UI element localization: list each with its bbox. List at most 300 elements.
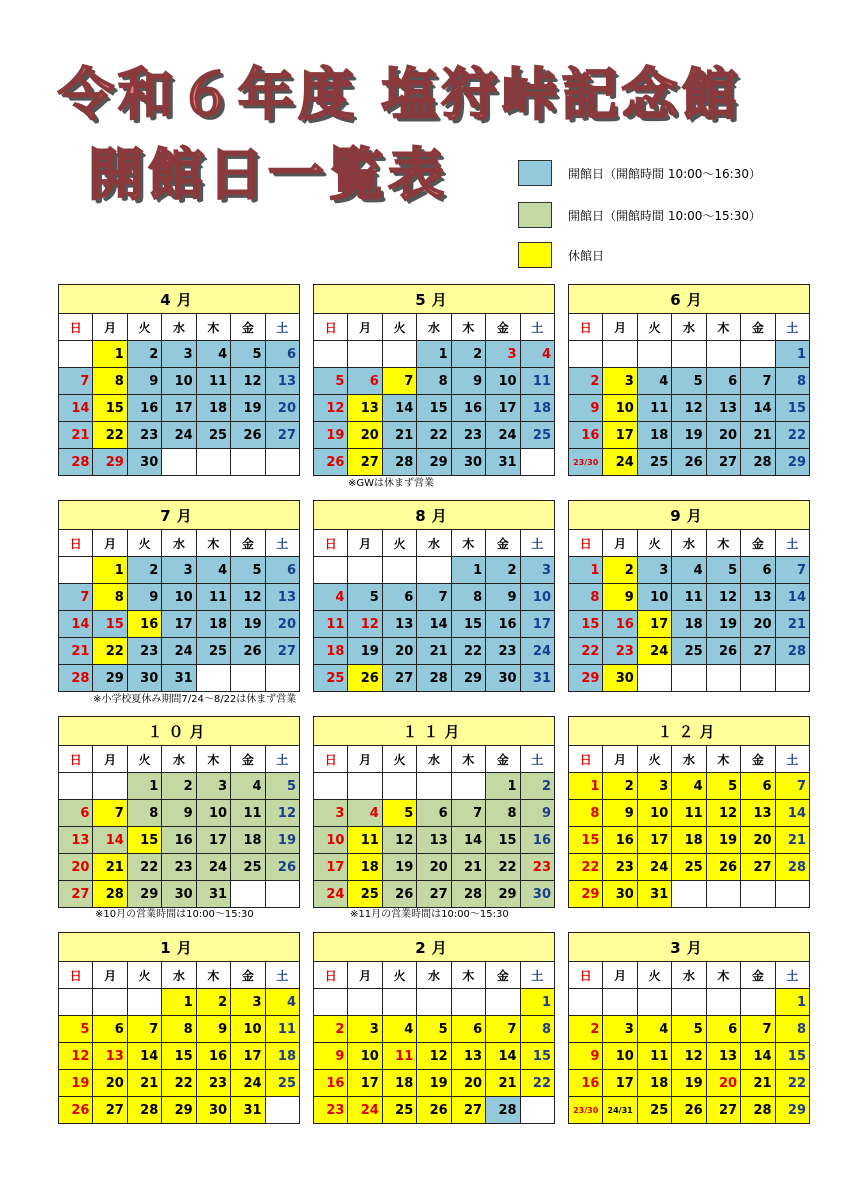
day-cell: 12 <box>231 368 265 395</box>
empty-cell <box>706 989 740 1016</box>
day-cell: 17 <box>162 611 196 638</box>
day-cell: 8 <box>93 368 127 395</box>
day-cell: 16 <box>162 827 196 854</box>
day-cell: 8 <box>93 584 127 611</box>
day-cell: 26 <box>672 1097 706 1124</box>
day-cell: 15 <box>93 611 127 638</box>
day-cell: 19 <box>672 1070 706 1097</box>
day-cell: 16 <box>196 1043 230 1070</box>
day-cell: 1 <box>451 557 485 584</box>
day-cell: 13 <box>451 1043 485 1070</box>
day-cell: 4 <box>520 341 554 368</box>
day-cell: 8 <box>162 1016 196 1043</box>
weekday-label: 金 <box>741 530 775 557</box>
day-cell: 5 <box>672 368 706 395</box>
month-header: 8月 <box>314 501 555 530</box>
day-cell: 18 <box>348 854 382 881</box>
weekday-label: 月 <box>93 746 127 773</box>
day-cell: 4 <box>231 773 265 800</box>
day-cell: 5 <box>706 773 740 800</box>
empty-cell <box>265 449 299 476</box>
month-calendar <box>568 500 810 692</box>
empty-cell <box>265 881 299 908</box>
day-cell: 3 <box>348 1016 382 1043</box>
day-cell: 8 <box>520 1016 554 1043</box>
day-cell: 20 <box>265 611 299 638</box>
weekday-label: 土 <box>775 746 809 773</box>
day-cell: 22 <box>451 638 485 665</box>
day-cell: 4 <box>672 773 706 800</box>
day-cell: 24 <box>231 1070 265 1097</box>
day-cell: 19 <box>231 611 265 638</box>
day-cell: 7 <box>127 1016 161 1043</box>
weekday-label: 金 <box>486 746 520 773</box>
day-cell: 24 <box>637 854 671 881</box>
empty-cell <box>382 557 416 584</box>
weekday-label: 金 <box>741 962 775 989</box>
day-cell: 30 <box>196 1097 230 1124</box>
month-header: 3月 <box>569 933 810 962</box>
weekday-label: 水 <box>162 314 196 341</box>
day-cell: 6 <box>741 773 775 800</box>
day-cell: 2 <box>569 368 603 395</box>
weekday-label: 木 <box>451 530 485 557</box>
day-cell: 14 <box>93 827 127 854</box>
day-cell: 27 <box>265 422 299 449</box>
day-cell: 26 <box>314 449 348 476</box>
weekday-label: 木 <box>706 962 740 989</box>
day-cell: 20 <box>706 422 740 449</box>
day-cell: 22 <box>775 1070 809 1097</box>
day-cell: 3 <box>520 557 554 584</box>
weekday-label: 土 <box>775 962 809 989</box>
weekday-label: 水 <box>417 962 451 989</box>
day-cell: 6 <box>348 368 382 395</box>
day-cell: 1 <box>417 341 451 368</box>
day-cell: 10 <box>162 368 196 395</box>
weekday-label: 土 <box>520 962 554 989</box>
month-header: 9月 <box>569 501 810 530</box>
day-cell: 22 <box>569 854 603 881</box>
day-cell: 18 <box>231 827 265 854</box>
month-header: 5月 <box>314 285 555 314</box>
day-cell: 26 <box>348 665 382 692</box>
day-cell: 26 <box>382 881 416 908</box>
day-cell: 19 <box>672 422 706 449</box>
day-cell: 14 <box>382 395 416 422</box>
month-header: １０月 <box>59 717 300 746</box>
day-cell: 28 <box>382 449 416 476</box>
day-cell: 9 <box>196 1016 230 1043</box>
empty-cell <box>706 665 740 692</box>
day-cell: 25 <box>196 638 230 665</box>
day-cell: 2 <box>569 1016 603 1043</box>
day-cell: 27 <box>265 638 299 665</box>
day-cell: 3 <box>486 341 520 368</box>
day-cell: 24 <box>162 422 196 449</box>
day-cell: 3 <box>637 557 671 584</box>
day-cell: 25 <box>348 881 382 908</box>
note-may: ※GWは休まず営業 <box>348 478 435 489</box>
empty-cell <box>672 665 706 692</box>
day-cell: 4 <box>314 584 348 611</box>
month-header: 4月 <box>59 285 300 314</box>
weekday-label: 火 <box>382 530 416 557</box>
day-cell: 27 <box>706 449 740 476</box>
day-cell: 9 <box>520 800 554 827</box>
weekday-label: 月 <box>603 962 637 989</box>
day-cell: 20 <box>741 827 775 854</box>
day-cell: 21 <box>93 854 127 881</box>
day-cell: 25 <box>637 1097 671 1124</box>
day-cell: 28 <box>741 449 775 476</box>
day-cell: 6 <box>451 1016 485 1043</box>
day-cell: 15 <box>775 395 809 422</box>
month-calendar <box>568 932 810 1124</box>
weekday-label: 木 <box>196 746 230 773</box>
weekday-label: 金 <box>741 314 775 341</box>
day-cell: 11 <box>672 800 706 827</box>
day-cell: 6 <box>706 368 740 395</box>
day-cell: 26 <box>417 1097 451 1124</box>
day-cell: 20 <box>348 422 382 449</box>
month-header: 1月 <box>59 933 300 962</box>
month-calendar <box>58 932 300 1124</box>
weekday-label: 日 <box>314 962 348 989</box>
day-cell: 30 <box>520 881 554 908</box>
day-cell: 18 <box>637 422 671 449</box>
day-cell: 25 <box>672 638 706 665</box>
empty-cell <box>451 989 485 1016</box>
day-cell: 21 <box>486 1070 520 1097</box>
day-cell: 18 <box>520 395 554 422</box>
empty-cell <box>672 989 706 1016</box>
day-cell: 27 <box>93 1097 127 1124</box>
day-cell: 30 <box>603 665 637 692</box>
empty-cell <box>382 773 416 800</box>
day-cell: 6 <box>741 557 775 584</box>
day-cell: 22 <box>162 1070 196 1097</box>
day-cell: 5 <box>231 557 265 584</box>
day-cell: 23 <box>127 422 161 449</box>
day-cell: 2 <box>451 341 485 368</box>
day-cell: 3 <box>603 1016 637 1043</box>
day-cell: 21 <box>775 611 809 638</box>
empty-cell <box>706 341 740 368</box>
day-cell: 24 <box>314 881 348 908</box>
day-cell: 16 <box>569 1070 603 1097</box>
empty-cell <box>314 341 348 368</box>
day-cell: 23 <box>520 854 554 881</box>
day-cell: 24 <box>162 638 196 665</box>
day-cell: 24 <box>603 449 637 476</box>
day-cell: 11 <box>672 584 706 611</box>
day-cell: 15 <box>486 827 520 854</box>
empty-cell <box>231 449 265 476</box>
day-cell: 15 <box>775 1043 809 1070</box>
day-cell: 19 <box>417 1070 451 1097</box>
empty-cell <box>603 989 637 1016</box>
day-cell: 13 <box>59 827 93 854</box>
day-cell: 11 <box>382 1043 416 1070</box>
day-cell: 20 <box>59 854 93 881</box>
day-cell: 10 <box>162 584 196 611</box>
legend-swatch-blue <box>518 160 552 186</box>
day-cell: 13 <box>417 827 451 854</box>
weekday-label: 火 <box>637 746 671 773</box>
day-cell: 28 <box>417 665 451 692</box>
empty-cell <box>520 449 554 476</box>
month-header: １２月 <box>569 717 810 746</box>
day-cell: 8 <box>775 1016 809 1043</box>
empty-cell <box>417 989 451 1016</box>
day-cell: 9 <box>486 584 520 611</box>
weekday-label: 水 <box>672 314 706 341</box>
empty-cell <box>265 1097 299 1124</box>
empty-cell <box>775 881 809 908</box>
day-cell: 25 <box>265 1070 299 1097</box>
note-oct: ※10月の営業時間は10:00～15:30 <box>95 909 254 920</box>
day-cell: 5 <box>231 341 265 368</box>
day-cell: 1 <box>93 341 127 368</box>
weekday-label: 日 <box>314 746 348 773</box>
weekday-label: 月 <box>603 530 637 557</box>
empty-cell <box>741 989 775 1016</box>
day-cell: 7 <box>775 773 809 800</box>
month-calendar <box>58 500 300 692</box>
day-cell: 18 <box>265 1043 299 1070</box>
empty-cell <box>672 881 706 908</box>
day-cell: 4 <box>265 989 299 1016</box>
empty-cell <box>59 341 93 368</box>
day-cell: 17 <box>348 1070 382 1097</box>
day-cell: 11 <box>265 1016 299 1043</box>
day-cell: 29 <box>486 881 520 908</box>
day-cell: 20 <box>417 854 451 881</box>
weekday-label: 火 <box>637 530 671 557</box>
day-cell: 24/31 <box>603 1097 637 1124</box>
day-cell: 30 <box>127 449 161 476</box>
legend-item-open-1630 <box>518 160 818 188</box>
weekday-label: 日 <box>569 314 603 341</box>
day-cell: 17 <box>196 827 230 854</box>
day-cell: 6 <box>417 800 451 827</box>
day-cell: 1 <box>486 773 520 800</box>
day-cell: 9 <box>603 800 637 827</box>
weekday-label: 水 <box>417 314 451 341</box>
weekday-label: 火 <box>382 746 416 773</box>
empty-cell <box>706 881 740 908</box>
empty-cell <box>637 665 671 692</box>
day-cell: 8 <box>569 584 603 611</box>
weekday-label: 金 <box>486 530 520 557</box>
day-cell: 12 <box>314 395 348 422</box>
day-cell: 16 <box>451 395 485 422</box>
weekday-label: 木 <box>451 746 485 773</box>
legend-label: 開館日（開館時間 10:00～15:30） <box>568 209 761 223</box>
day-cell: 4 <box>637 1016 671 1043</box>
title-line-1: 令和６年度 塩狩峠記念館 <box>58 63 742 128</box>
day-cell: 21 <box>59 422 93 449</box>
weekday-label: 日 <box>59 746 93 773</box>
day-cell: 1 <box>93 557 127 584</box>
day-cell: 29 <box>93 449 127 476</box>
day-cell: 11 <box>196 368 230 395</box>
legend-label: 休館日 <box>568 249 605 263</box>
empty-cell <box>162 449 196 476</box>
weekday-label: 月 <box>93 962 127 989</box>
weekday-label: 日 <box>314 314 348 341</box>
day-cell: 3 <box>314 800 348 827</box>
day-cell: 29 <box>417 449 451 476</box>
day-cell: 27 <box>451 1097 485 1124</box>
empty-cell <box>127 989 161 1016</box>
day-cell: 2 <box>520 773 554 800</box>
day-cell: 23 <box>196 1070 230 1097</box>
day-cell: 17 <box>637 827 671 854</box>
empty-cell <box>520 1097 554 1124</box>
day-cell: 28 <box>59 665 93 692</box>
day-cell: 21 <box>59 638 93 665</box>
empty-cell <box>93 773 127 800</box>
day-cell: 14 <box>486 1043 520 1070</box>
day-cell: 16 <box>486 611 520 638</box>
legend-label: 開館日（開館時間 10:00～16:30） <box>568 167 761 181</box>
empty-cell <box>741 341 775 368</box>
day-cell: 17 <box>603 1070 637 1097</box>
weekday-label: 木 <box>706 314 740 341</box>
day-cell: 7 <box>59 368 93 395</box>
day-cell: 22 <box>569 638 603 665</box>
day-cell: 31 <box>486 449 520 476</box>
weekday-label: 水 <box>162 746 196 773</box>
day-cell: 14 <box>59 611 93 638</box>
day-cell: 22 <box>93 638 127 665</box>
day-cell: 30 <box>451 449 485 476</box>
day-cell: 6 <box>265 341 299 368</box>
day-cell: 14 <box>127 1043 161 1070</box>
day-cell: 21 <box>741 1070 775 1097</box>
weekday-label: 木 <box>706 530 740 557</box>
day-cell: 7 <box>741 1016 775 1043</box>
weekday-label: 日 <box>59 530 93 557</box>
day-cell: 28 <box>451 881 485 908</box>
day-cell: 7 <box>451 800 485 827</box>
day-cell: 21 <box>741 422 775 449</box>
month-header: 6月 <box>569 285 810 314</box>
day-cell: 27 <box>417 881 451 908</box>
day-cell: 26 <box>265 854 299 881</box>
weekday-label: 月 <box>603 314 637 341</box>
empty-cell <box>672 341 706 368</box>
empty-cell <box>231 665 265 692</box>
note-nov: ※11月の営業時間は10:00～15:30 <box>350 909 509 920</box>
day-cell: 21 <box>127 1070 161 1097</box>
weekday-label: 土 <box>265 746 299 773</box>
empty-cell <box>348 989 382 1016</box>
weekday-label: 月 <box>603 746 637 773</box>
day-cell: 26 <box>706 638 740 665</box>
day-cell: 7 <box>382 368 416 395</box>
day-cell: 1 <box>775 341 809 368</box>
day-cell: 6 <box>59 800 93 827</box>
weekday-label: 金 <box>231 962 265 989</box>
month-calendar <box>313 932 555 1124</box>
day-cell: 4 <box>637 368 671 395</box>
weekday-label: 土 <box>775 314 809 341</box>
day-cell: 22 <box>93 422 127 449</box>
day-cell: 23 <box>314 1097 348 1124</box>
day-cell: 14 <box>59 395 93 422</box>
day-cell: 5 <box>417 1016 451 1043</box>
weekday-label: 金 <box>231 314 265 341</box>
day-cell: 3 <box>196 773 230 800</box>
empty-cell <box>59 989 93 1016</box>
day-cell: 9 <box>127 584 161 611</box>
day-cell: 18 <box>672 611 706 638</box>
day-cell: 25 <box>314 665 348 692</box>
day-cell: 23 <box>603 854 637 881</box>
weekday-label: 日 <box>569 746 603 773</box>
day-cell: 2 <box>603 773 637 800</box>
day-cell: 11 <box>196 584 230 611</box>
day-cell: 6 <box>706 1016 740 1043</box>
weekday-label: 日 <box>314 530 348 557</box>
day-cell: 2 <box>314 1016 348 1043</box>
day-cell: 7 <box>741 368 775 395</box>
weekday-label: 木 <box>196 530 230 557</box>
weekday-label: 月 <box>348 530 382 557</box>
day-cell: 28 <box>775 854 809 881</box>
day-cell: 13 <box>93 1043 127 1070</box>
day-cell: 15 <box>451 611 485 638</box>
day-cell: 4 <box>196 341 230 368</box>
day-cell: 8 <box>569 800 603 827</box>
day-cell: 20 <box>93 1070 127 1097</box>
day-cell: 2 <box>127 557 161 584</box>
day-cell: 5 <box>59 1016 93 1043</box>
day-cell: 29 <box>451 665 485 692</box>
day-cell: 19 <box>382 854 416 881</box>
day-cell: 9 <box>314 1043 348 1070</box>
weekday-label: 水 <box>672 530 706 557</box>
month-calendar <box>568 716 810 908</box>
day-cell: 5 <box>314 368 348 395</box>
day-cell: 12 <box>59 1043 93 1070</box>
day-cell: 23 <box>486 638 520 665</box>
empty-cell <box>741 881 775 908</box>
day-cell: 28 <box>59 449 93 476</box>
day-cell: 20 <box>741 611 775 638</box>
day-cell: 17 <box>603 422 637 449</box>
month-header: 2月 <box>314 933 555 962</box>
month-calendar <box>313 500 555 692</box>
day-cell: 16 <box>127 395 161 422</box>
day-cell: 9 <box>603 584 637 611</box>
empty-cell <box>741 665 775 692</box>
empty-cell <box>59 557 93 584</box>
day-cell: 13 <box>706 1043 740 1070</box>
day-cell: 16 <box>314 1070 348 1097</box>
day-cell: 10 <box>637 584 671 611</box>
day-cell: 24 <box>520 638 554 665</box>
day-cell: 12 <box>417 1043 451 1070</box>
weekday-label: 木 <box>196 314 230 341</box>
day-cell: 1 <box>569 773 603 800</box>
day-cell: 19 <box>706 611 740 638</box>
day-cell: 12 <box>672 395 706 422</box>
month-calendar <box>58 716 300 908</box>
